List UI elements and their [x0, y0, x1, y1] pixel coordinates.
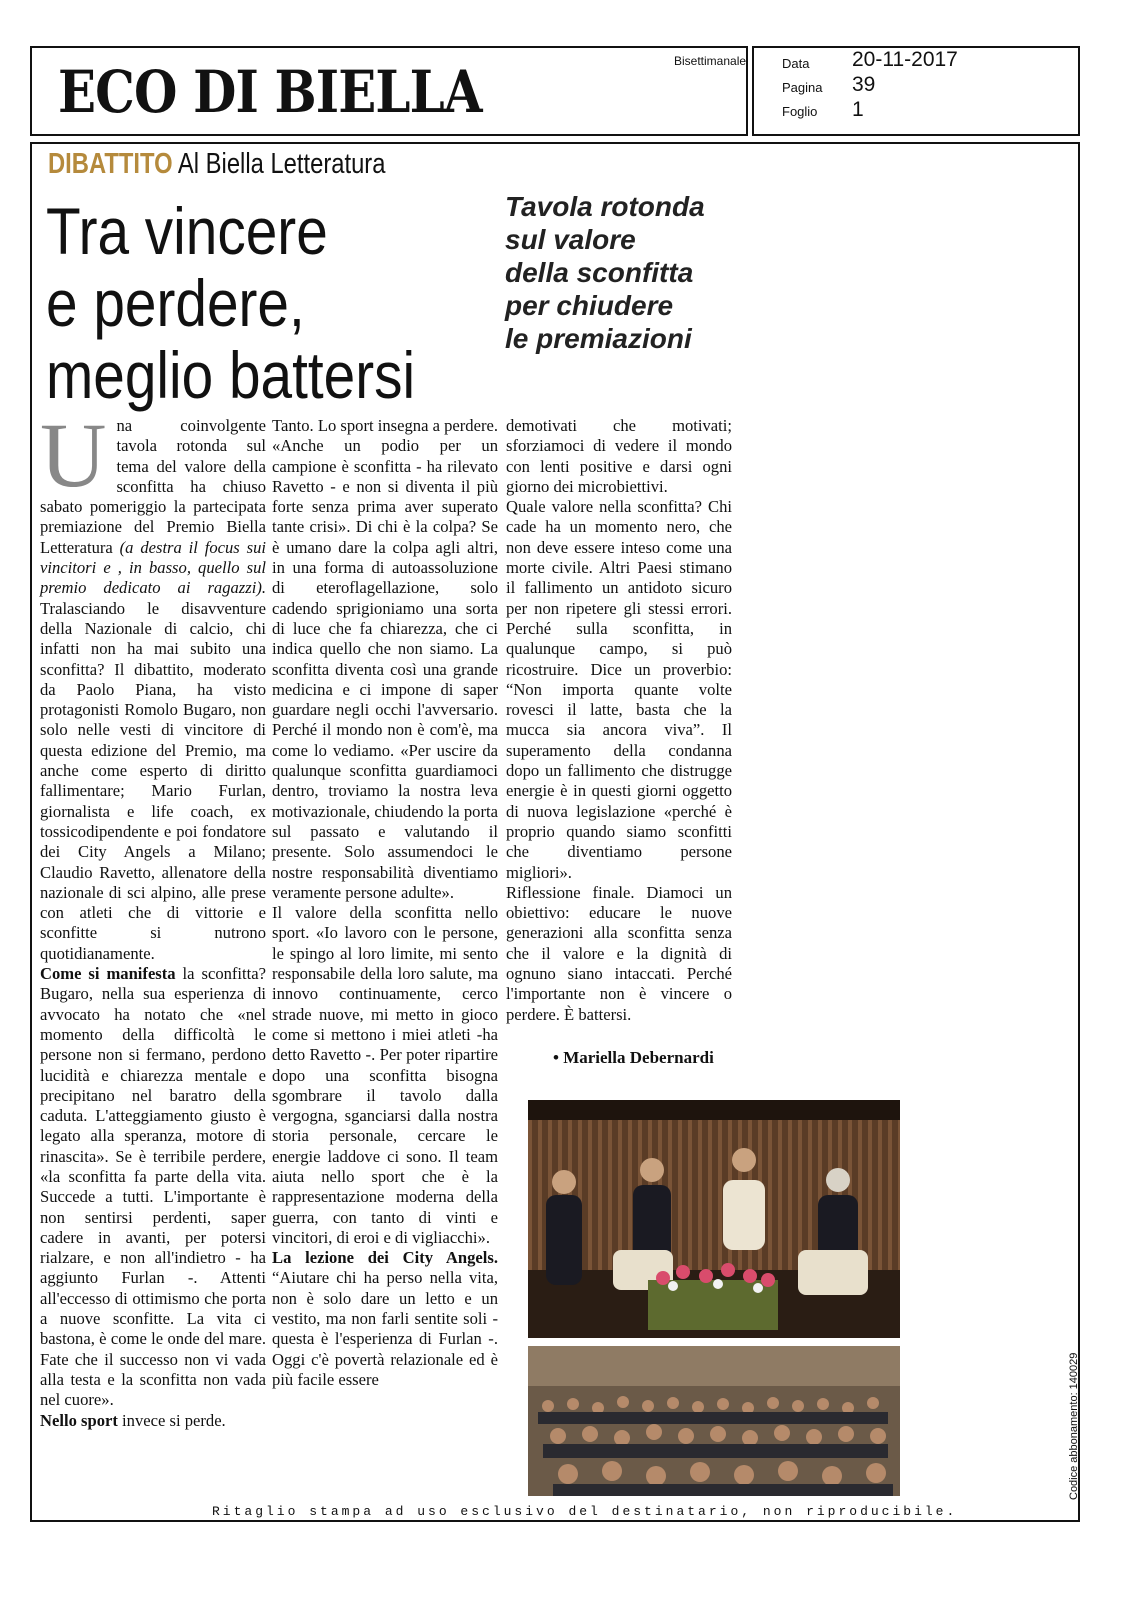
sheet-label: Foglio	[782, 104, 818, 119]
kicker	[48, 148, 385, 181]
headline-line: e perdere,	[46, 266, 305, 340]
body-text: invece si perde.	[117, 1410, 226, 1430]
drop-cap: U	[40, 404, 107, 506]
panel-photo-image	[528, 1100, 900, 1338]
subhead-line: Tavola rotonda	[505, 191, 705, 222]
kicker-tag: DIBATTITO	[48, 148, 173, 180]
clipping-notice: Ritaglio stampa ad uso esclusivo del destinatario, non riproducibile.	[212, 1504, 958, 1519]
masthead-title: ECO DI BIELLA	[58, 58, 482, 126]
paragraph: Il valore della sconfitta nello sport. «Io lavoro con le persone, le spingo al loro limite, mi sento responsabile della loro salute, ma innovo continuamente, cerco strade nuove, mi metto in gioco come si mettono i miei atleti -ha detto Ravetto -. Per poter ripartire dopo una sconfitta bisogna sgombrare il tavolo dalla vergogna, sganciarsi dalla nostra storia personale, cercare le energie laddove ci sono. Il team aiuta nello sport che è la rappresentazione moderna della guerra, con tanto di vinti e vincitori, di eroi e di vigliacchi».	[272, 903, 498, 1247]
frequency-label: Bisettimanale	[674, 54, 747, 68]
paragraph: Tanto. Lo sport insegna a perdere. «Anche un podio per un campione è sconfitta - ha rilevato Ravetto - e non si diventa il più forte senza prima aver superato tante crisi». Di chi è la colpa? Se è umano dare la colpa agli altri, in una forma di autoassoluzione di eteroflagellazione, solo cadendo sprigioniamo una sorta di luce che fa chiarezza, che ci indica quello che non siamo. La sconfitta diventa così una grande medicina e ci impone di saper guardare negli occhi l'avversario. Perché il mondo non è com'è, ma come lo vediamo. «Per uscire da qualunque sconfitta guardiamoci dentro, troviamo la nostra leva motivazionale, chiudendo la porta sul passato e valutando il presente. Solo assumendoci le nostre responsabilità diventiamo veramente persone adulte».	[272, 416, 499, 902]
date-label: Data	[782, 56, 810, 71]
subscription-code: Codice abbonamento: 140029	[1068, 1352, 1080, 1500]
audience-photo-image	[528, 1346, 900, 1496]
sheet-value: 1	[852, 98, 864, 121]
paragraph	[40, 1411, 266, 1431]
run-in-heading: La lezione dei City Angels.	[272, 1248, 498, 1268]
body-text: Tralasciando le disavventure della Nazionale di calcio, chi infatti non ha mai subito una sconfitta? Il dibattito, moderato da Paolo Piana, ha visto protagonisti Romolo Bugaro, non solo nelle vesti di vincitore di questa edizione del Premio, ma anche come esperto di diritto fallimentare; Mario Furlan, giornalista e life coach, ex tossicodipendente e poi fondatore dei City Angels a Milano; Claudio Ravetto, allenatore della nazionale di sci alpino, alle prese con atleti che di vittorie e sconfitte si nutrono quotidianamente.	[40, 598, 266, 963]
body-text: “Aiutare chi ha perso nella vita, non è solo dare un letto e un vestito, ma non farli sentite soli - questa è l'esperienza di Furlan -. Oggi c'è povertà relazionale ed è più facile essere	[272, 1268, 498, 1389]
photo-caption-ref: (a destra il focus sui vincitori e , in basso, quello sul premio dedicato ai ragazzi).	[40, 537, 266, 598]
panel-photo	[528, 1100, 900, 1338]
subhead-line: le premiazioni	[505, 323, 692, 354]
article-column-3	[506, 416, 732, 1025]
subheadline	[505, 190, 705, 355]
headline-line: Tra vincere	[46, 194, 328, 268]
page-value: 39	[852, 73, 876, 96]
headline	[46, 195, 415, 411]
byline: • Mariella Debernardi	[553, 1048, 714, 1067]
subhead-line: della sconfitta	[505, 257, 694, 288]
paragraph: demotivati che motivati; sforziamoci di vedere il mondo con lenti positive e darsi ogni giorno dei microbiettivi.	[506, 416, 732, 496]
run-in-heading: Nello sport	[40, 1410, 118, 1430]
headline-line: meglio battersi	[46, 338, 416, 412]
kicker-text: Al Biella Letteratura	[177, 148, 386, 180]
date-value: 20-11-2017	[852, 48, 958, 71]
article-column-2	[272, 416, 498, 1390]
paragraph: Riflessione finale. Diamoci un obiettivo: educare le nuove generazioni alla sconfitta senza che il valore e la dignità di ognuno siano intaccati. Perché l'importante non è vincere o perdere. È battersi.	[506, 882, 732, 1024]
article-column-1	[40, 404, 266, 1431]
paragraph: Quale valore nella sconfitta? Chi cade ha un momento nero, che non deve essere inteso come una morte civile. Altri Paesi stimano il fallimento un antidoto sicuro per non ripetere gli stessi errori. Perché sulla sconfitta, in qualunque campo, si può ricostruire. Dice un proverbio: “Non importa quante volte rovesci il latte, basta che la mucca sia ancora viva”. Il superamento della condanna dopo un fallimento che distrugge energie è in questi giorni oggetto di nuova legislazione «perché è proprio quando siamo sconfitti che diventiamo persone migliori».	[506, 497, 732, 882]
body-text: la sconfitta? Bugaro, nella sua esperienza di avvocato ha notato che «nel momento della difficoltà le persone non si fermano, perdono lucidità e chiarezza mentale e precipitano nel baratro della caduta. L'atteggiamento giusto è legato alla speranza, motore di rinascita». Se è terribile perdere, «la sconfitta fa parte della vita. Succede a tutti. L'importante è non sentirsi perdenti, saper cadere in avanti, per potersi rialzare, e non all'indietro - ha aggiunto Furlan -. Attenti all'eccesso di ottimismo che porta a nuove sconfitte. La vita ci bastona, è come le onde del mare. Fate che il successo non vi vada alla testa e la sconfitta non vada nel cuore».	[40, 964, 266, 1410]
paragraph	[40, 404, 266, 964]
subhead-line: sul valore	[505, 224, 636, 255]
subhead-line: per chiudere	[505, 290, 674, 321]
run-in-heading: Come si manifesta	[40, 964, 176, 984]
paragraph	[272, 1248, 498, 1390]
page-label: Pagina	[782, 80, 823, 95]
body-text: na coinvolgente tavola rotonda sul tema del valore della sconfitta ha chiuso sabato pomeriggio la partecipata premiazione del Premio Biella Letteratura	[40, 416, 266, 557]
paragraph	[40, 964, 266, 1411]
audience-photo	[528, 1346, 900, 1496]
